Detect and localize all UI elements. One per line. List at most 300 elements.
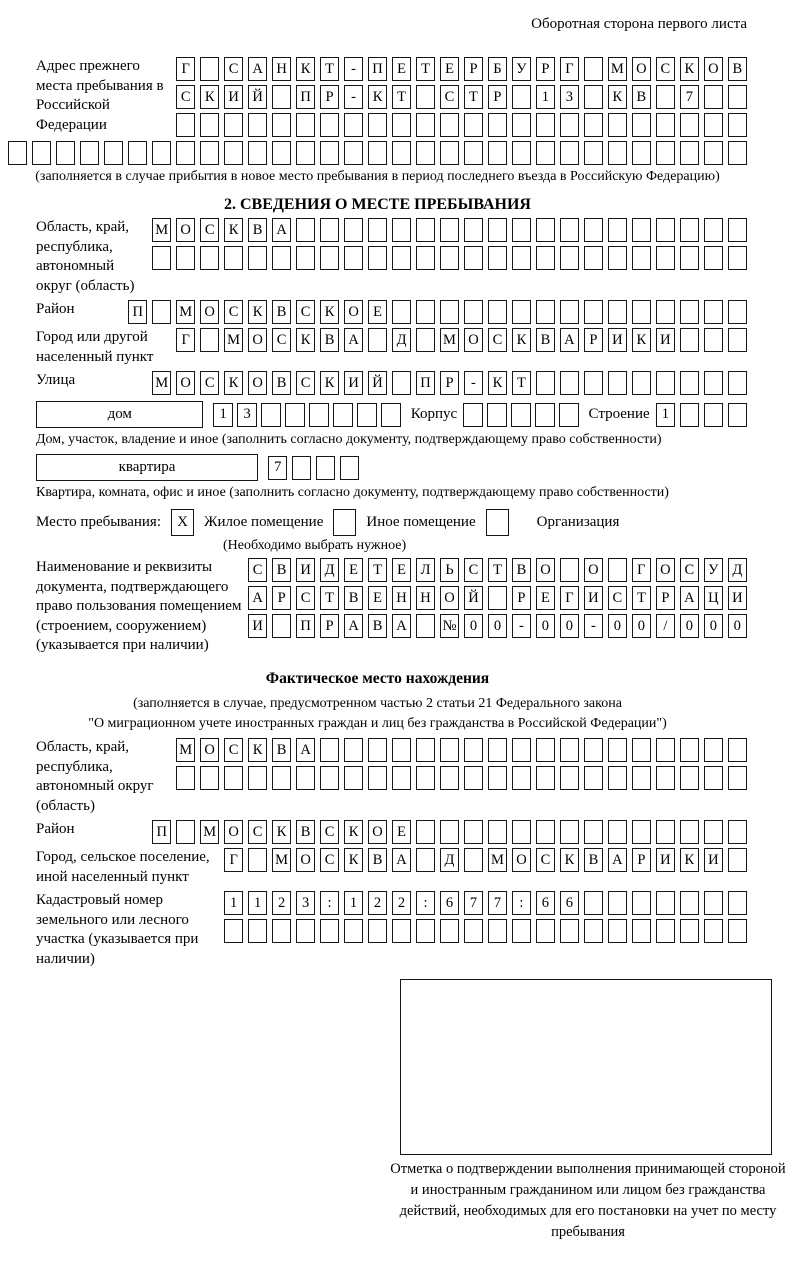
char-box	[632, 820, 651, 844]
char-box: К	[632, 328, 651, 352]
char-box	[560, 113, 579, 137]
char-box	[320, 766, 339, 790]
char-box: 3	[560, 85, 579, 109]
char-box: Е	[344, 558, 363, 582]
char-box	[536, 300, 555, 324]
char-box: О	[224, 820, 243, 844]
char-box: О	[200, 300, 219, 324]
char-box: Г	[632, 558, 651, 582]
char-box	[416, 848, 435, 872]
char-box: Т	[368, 558, 387, 582]
document-block	[8, 558, 747, 656]
char-box	[535, 403, 554, 427]
char-box: С	[464, 558, 483, 582]
apartment-type-box: квартира	[36, 454, 258, 481]
char-box	[440, 218, 459, 242]
char-box: Ц	[704, 586, 723, 610]
char-box	[608, 300, 627, 324]
char-box: Л	[416, 558, 435, 582]
stamp-box	[400, 979, 772, 1155]
char-box: О	[248, 371, 267, 395]
char-box	[8, 141, 27, 165]
char-box: П	[296, 85, 315, 109]
prev-address-grid	[176, 57, 747, 137]
char-box: К	[224, 218, 243, 242]
option-zhiloe-label: Жилое помещение	[204, 514, 324, 531]
char-box	[512, 820, 531, 844]
char-box	[680, 919, 699, 943]
char-grid-ulitsa	[152, 371, 747, 395]
char-box	[608, 891, 627, 915]
char-box: 3	[237, 403, 256, 427]
char-box	[728, 820, 747, 844]
char-box	[488, 586, 507, 610]
char-box	[512, 218, 531, 242]
char-box	[512, 738, 531, 762]
char-box	[416, 820, 435, 844]
char-box	[464, 141, 483, 165]
char-box: С	[296, 586, 315, 610]
char-box	[512, 766, 531, 790]
option-org-label: Организация	[536, 514, 620, 531]
char-box	[680, 371, 699, 395]
char-box	[560, 738, 579, 762]
char-box	[368, 113, 387, 137]
char-box: К	[344, 820, 363, 844]
fact-gorod-label: Город, сельское поселение, иной населенный пункт	[36, 849, 210, 885]
char-box: И	[296, 558, 315, 582]
char-box	[392, 246, 411, 270]
char-box	[704, 891, 723, 915]
char-box: А	[392, 848, 411, 872]
char-grid-oblast-0	[152, 218, 747, 242]
char-box	[320, 113, 339, 137]
char-box	[656, 85, 675, 109]
char-box	[440, 141, 459, 165]
char-box: В	[584, 848, 603, 872]
char-box	[392, 300, 411, 324]
char-box: :	[512, 891, 531, 915]
char-grid-apartment	[268, 456, 359, 480]
char-grid-prev-1	[176, 85, 747, 109]
char-box: -	[584, 614, 603, 638]
char-box: В	[344, 586, 363, 610]
char-box: О	[176, 218, 195, 242]
char-box: И	[344, 371, 363, 395]
char-box	[128, 141, 147, 165]
char-box: Т	[512, 371, 531, 395]
char-box	[440, 246, 459, 270]
char-box	[680, 820, 699, 844]
char-box	[560, 820, 579, 844]
char-box: П	[296, 614, 315, 638]
char-box	[416, 300, 435, 324]
char-box	[680, 246, 699, 270]
char-box: 1	[213, 403, 232, 427]
char-box	[272, 614, 291, 638]
char-box: Н	[392, 586, 411, 610]
fact-rayon-block	[8, 820, 747, 844]
char-box	[632, 738, 651, 762]
char-box: Т	[632, 586, 651, 610]
char-box	[248, 141, 267, 165]
char-box	[272, 766, 291, 790]
char-box	[704, 820, 723, 844]
char-box: К	[272, 820, 291, 844]
char-box	[224, 919, 243, 943]
char-box: В	[272, 738, 291, 762]
char-box	[381, 403, 400, 427]
gorod-label: Город или другой населенный пункт	[36, 329, 154, 365]
char-box	[704, 113, 723, 137]
char-box: А	[680, 586, 699, 610]
char-box	[320, 218, 339, 242]
char-box: С	[224, 738, 243, 762]
char-box: Ь	[440, 558, 459, 582]
char-box	[680, 300, 699, 324]
char-box: К	[680, 848, 699, 872]
char-grid-fact-rayon	[152, 820, 747, 844]
char-box	[464, 738, 483, 762]
char-box	[272, 919, 291, 943]
char-box: 6	[560, 891, 579, 915]
char-box: Г	[176, 328, 195, 352]
char-box: Р	[656, 586, 675, 610]
char-box: Р	[488, 85, 507, 109]
char-box	[152, 141, 171, 165]
char-grid-oblast-1	[152, 246, 747, 270]
char-box: /	[656, 614, 675, 638]
char-box: Т	[320, 57, 339, 81]
char-box: Е	[392, 820, 411, 844]
oblast-label: Область, край, республика, автономный округ (область)	[36, 219, 135, 294]
char-box	[584, 218, 603, 242]
char-box: 7	[488, 891, 507, 915]
char-box	[728, 300, 747, 324]
char-box	[704, 246, 723, 270]
char-box: О	[296, 848, 315, 872]
char-box	[296, 113, 315, 137]
char-box	[309, 403, 328, 427]
char-box	[416, 141, 435, 165]
char-box	[608, 738, 627, 762]
char-box	[344, 218, 363, 242]
char-box: И	[656, 328, 675, 352]
char-box	[392, 371, 411, 395]
char-box	[464, 848, 483, 872]
ulitsa-block	[8, 371, 747, 395]
char-box: Й	[248, 85, 267, 109]
char-box	[368, 141, 387, 165]
char-box: К	[512, 328, 531, 352]
char-box	[248, 246, 267, 270]
char-box	[416, 85, 435, 109]
char-box	[584, 919, 603, 943]
char-box: И	[248, 614, 267, 638]
ulitsa-label: Улица	[36, 372, 76, 389]
char-box	[440, 919, 459, 943]
char-box	[656, 919, 675, 943]
char-box	[320, 919, 339, 943]
char-box: К	[224, 371, 243, 395]
char-box: В	[320, 328, 339, 352]
char-box	[176, 141, 195, 165]
char-box	[296, 766, 315, 790]
char-box	[560, 558, 579, 582]
char-box	[608, 218, 627, 242]
oblast-block	[8, 218, 747, 296]
fact-rayon-label: Район	[36, 821, 75, 838]
char-box	[584, 141, 603, 165]
char-box	[344, 766, 363, 790]
char-box	[512, 246, 531, 270]
char-box: П	[416, 371, 435, 395]
char-box: О	[344, 300, 363, 324]
char-box	[608, 558, 627, 582]
char-box: С	[224, 300, 243, 324]
document-label: Наименование и реквизиты документа, подтверждающего право пользования помещением (строением, сооружением) (указывается при наличии)	[36, 559, 242, 654]
char-box	[728, 766, 747, 790]
char-box	[704, 218, 723, 242]
char-box	[656, 141, 675, 165]
char-box: А	[560, 328, 579, 352]
char-box	[416, 919, 435, 943]
char-box	[176, 246, 195, 270]
char-box	[357, 403, 376, 427]
char-box	[224, 141, 243, 165]
char-box	[536, 766, 555, 790]
char-box: О	[200, 738, 219, 762]
char-box	[224, 113, 243, 137]
char-box: И	[704, 848, 723, 872]
korpus-label: Корпус	[410, 406, 458, 423]
char-box: 7	[268, 456, 287, 480]
char-box: Г	[176, 57, 195, 81]
char-box: -	[344, 85, 363, 109]
char-box	[392, 141, 411, 165]
char-box: Т	[464, 85, 483, 109]
char-box	[368, 246, 387, 270]
char-box: С	[272, 328, 291, 352]
char-box: К	[320, 371, 339, 395]
char-box	[656, 113, 675, 137]
char-box: К	[296, 328, 315, 352]
char-box	[440, 300, 459, 324]
char-box: С	[320, 848, 339, 872]
char-box	[704, 85, 723, 109]
char-box	[368, 766, 387, 790]
char-box: Р	[320, 614, 339, 638]
char-box	[632, 218, 651, 242]
char-box	[224, 246, 243, 270]
char-box	[584, 371, 603, 395]
char-box: С	[680, 558, 699, 582]
char-box: В	[512, 558, 531, 582]
char-grid-stroenie	[656, 403, 747, 427]
char-box: 0	[728, 614, 747, 638]
char-box	[224, 766, 243, 790]
char-box: Р	[464, 57, 483, 81]
char-grid-fact-gorod	[224, 848, 747, 872]
char-box: П	[368, 57, 387, 81]
char-box	[704, 300, 723, 324]
char-box	[536, 141, 555, 165]
char-box: Р	[584, 328, 603, 352]
char-box	[416, 246, 435, 270]
char-box: В	[632, 85, 651, 109]
char-box	[80, 141, 99, 165]
char-box	[392, 218, 411, 242]
char-box: В	[272, 558, 291, 582]
char-box: :	[416, 891, 435, 915]
char-box	[728, 891, 747, 915]
stay-type-label: Место пребывания:	[36, 514, 161, 531]
char-box	[680, 766, 699, 790]
char-box: Д	[728, 558, 747, 582]
char-box: Е	[392, 57, 411, 81]
char-box: О	[248, 328, 267, 352]
char-box	[416, 738, 435, 762]
char-box	[464, 218, 483, 242]
char-box: О	[440, 586, 459, 610]
char-box: К	[488, 371, 507, 395]
char-box	[728, 218, 747, 242]
char-box: Д	[392, 328, 411, 352]
char-box: 0	[464, 614, 483, 638]
char-grid-prev-3	[8, 141, 747, 165]
char-box: Е	[536, 586, 555, 610]
char-box: С	[608, 586, 627, 610]
char-box	[608, 113, 627, 137]
char-box: Й	[464, 586, 483, 610]
char-box: 0	[560, 614, 579, 638]
char-box	[416, 218, 435, 242]
char-box	[608, 246, 627, 270]
char-box	[248, 919, 267, 943]
char-box: М	[488, 848, 507, 872]
char-box	[344, 141, 363, 165]
char-box: Н	[272, 57, 291, 81]
char-box	[728, 141, 747, 165]
char-box	[728, 113, 747, 137]
char-box	[728, 738, 747, 762]
char-box	[316, 456, 335, 480]
char-box	[704, 141, 723, 165]
char-box	[176, 766, 195, 790]
char-box	[392, 766, 411, 790]
char-box	[272, 246, 291, 270]
char-grid-fact-oblast-0	[176, 738, 747, 762]
char-box: Р	[440, 371, 459, 395]
char-box	[200, 57, 219, 81]
char-box	[656, 766, 675, 790]
fact-oblast-block	[8, 738, 747, 816]
char-box	[488, 919, 507, 943]
char-box	[488, 738, 507, 762]
char-box	[416, 614, 435, 638]
kadastr-block	[8, 891, 747, 969]
char-box	[584, 738, 603, 762]
char-box	[440, 766, 459, 790]
char-box: Р	[512, 586, 531, 610]
char-box	[511, 403, 530, 427]
char-box: П	[128, 300, 147, 324]
char-box: О	[176, 371, 195, 395]
char-box: М	[440, 328, 459, 352]
char-box: 6	[440, 891, 459, 915]
char-grid-prev-0	[176, 57, 747, 81]
char-box: С	[200, 218, 219, 242]
char-box: У	[512, 57, 531, 81]
char-box	[176, 820, 195, 844]
char-box: Т	[488, 558, 507, 582]
char-box	[608, 766, 627, 790]
char-box: 7	[680, 85, 699, 109]
char-box: К	[296, 57, 315, 81]
char-box: К	[680, 57, 699, 81]
option-inoe-label: Иное помещение	[366, 514, 476, 531]
char-box: В	[368, 848, 387, 872]
char-box: 6	[536, 891, 555, 915]
char-box	[512, 113, 531, 137]
char-box: И	[584, 586, 603, 610]
char-box: 0	[488, 614, 507, 638]
house-row	[36, 401, 747, 428]
char-grid-doc-1	[248, 586, 747, 610]
char-box: А	[248, 586, 267, 610]
char-box: В	[296, 820, 315, 844]
char-box	[584, 820, 603, 844]
char-box: 1	[536, 85, 555, 109]
rayon-block	[8, 300, 747, 324]
char-box	[464, 300, 483, 324]
char-box	[296, 246, 315, 270]
char-box	[584, 300, 603, 324]
char-box	[392, 113, 411, 137]
char-box: Е	[368, 586, 387, 610]
prev-address-note: (заполняется в случае прибытия в новое место пребывания в период последнего въезда в Российскую Федерацию)	[35, 169, 720, 184]
char-box	[488, 113, 507, 137]
fact-oblast-label: Область, край, республика, автономный округ (область)	[36, 739, 154, 814]
char-box: А	[272, 218, 291, 242]
char-box	[464, 919, 483, 943]
prev-address-block	[8, 57, 747, 137]
char-box: С	[176, 85, 195, 109]
char-box	[272, 85, 291, 109]
char-box: О	[656, 558, 675, 582]
char-box: О	[464, 328, 483, 352]
char-box: С	[536, 848, 555, 872]
char-box	[632, 891, 651, 915]
char-box	[584, 891, 603, 915]
char-box	[488, 141, 507, 165]
char-box: К	[248, 300, 267, 324]
section2-title: 2. СВЕДЕНИЯ О МЕСТЕ ПРЕБЫВАНИЯ	[224, 196, 531, 214]
char-box	[584, 113, 603, 137]
char-box	[560, 300, 579, 324]
fact-gorod-block	[8, 848, 747, 887]
char-box	[656, 820, 675, 844]
char-box: М	[608, 57, 627, 81]
char-box	[560, 919, 579, 943]
char-box	[632, 141, 651, 165]
char-box: И	[728, 586, 747, 610]
char-box: М	[152, 371, 171, 395]
char-box: А	[608, 848, 627, 872]
char-box: В	[248, 218, 267, 242]
char-box	[536, 738, 555, 762]
char-box: С	[248, 558, 267, 582]
